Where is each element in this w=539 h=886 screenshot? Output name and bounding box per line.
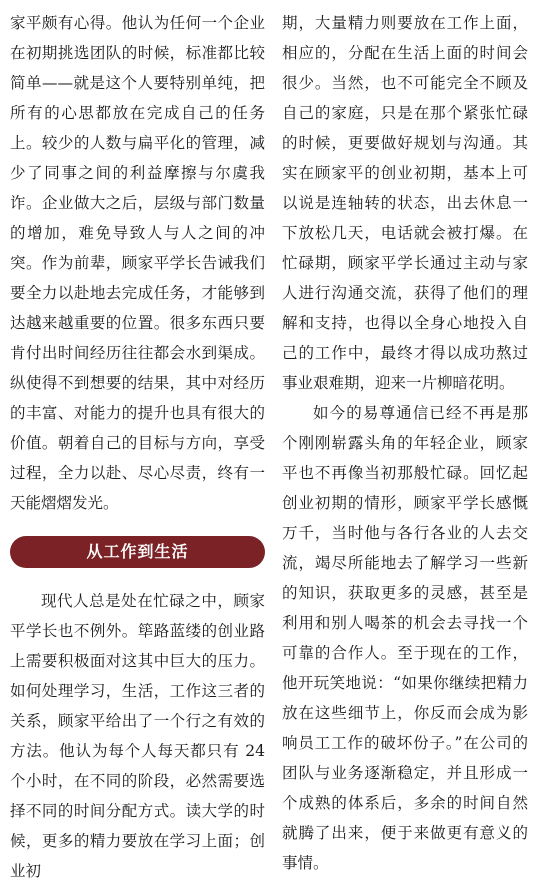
left-column [10, 8, 265, 886]
section-heading: 从工作到生活 [10, 536, 265, 568]
right-paragraph-2: 如今的易尊通信已经不再是那个刚刚崭露头角的年轻企业，顾家平也不再像当初那般忙碌。回忆起创业初期的情形，顾家平学长感慨万千，当时他与各行各业的人去交流，竭尽所能地去了解学习一些新的知识，获取更多的灵感，甚至是利用和别人喝茶的机会去寻找一个可靠的合作人。至于现在的工作，他开玩笑地说：“如果你继续把精力放在这些细节上，你反而会成为影响员工工作的破坏份子。”在公司的团队与业务逐渐稳定，并且形成一个成熟的体系后，多余的时间自然就腾了出来，便于来做更有意义的事情。 [282, 404, 528, 872]
right-column [282, 8, 528, 878]
right-paragraph-1: 期，大量精力则要放在工作上面，相应的，分配在生活上面的时间会很少。当然，也不可能完全不顾及自己的家庭，只是在那个紧张忙碌的时候，更要做好规划与沟通。其实在顾家平的创业初期，基本上可以说是连轴转的状态，出去休息一下放松几天，电话就会被打爆。在忙碌期，顾家平学长通过主动与家人进行沟通交流，获得了他们的理解和支持，也得以全身心地投入自己的工作中，最终才得以成功熬过事业艰难期，迎来一片柳暗花明。 [282, 14, 528, 392]
left-paragraph-2: 现代人总是处在忙碌之中，顾家平学长也不例外。筚路蓝缕的创业路上需要积极面对这其中巨大的压力。如何处理学习，生活，工作这三者的关系，顾家平给出了一个行之有效的方法。他认为每个人每天都只有 24 个小时，在不同的阶段，必然需要选择不同的时间分配方式。读大学的时候，更多的精力要放在学习上面；创业初 [10, 592, 265, 880]
left-paragraph-1: 家平颇有心得。他认为任何一个企业在初期挑选团队的时候，标准都比较简单——就是这个人要特别单纯，把所有的心思都放在完成自己的任务上。较少的人数与扁平化的管理，减少了同事之间的利益摩擦与尔虞我诈。企业做大之后，层级与部门数量的增加，难免导致人与人之间的冲突。作为前辈，顾家平学长告诫我们要全力以赴地去完成任务，才能够到达越来越重要的位置。很多东西只要肯付出时间经历往往都会水到渠成。纵使得不到想要的结果，其中对经历的丰富、对能力的提升也具有很大的价值。朝着自己的目标与方向，享受过程，全力以赴、尽心尽责，终有一天能熠熠发光。 [10, 14, 265, 512]
